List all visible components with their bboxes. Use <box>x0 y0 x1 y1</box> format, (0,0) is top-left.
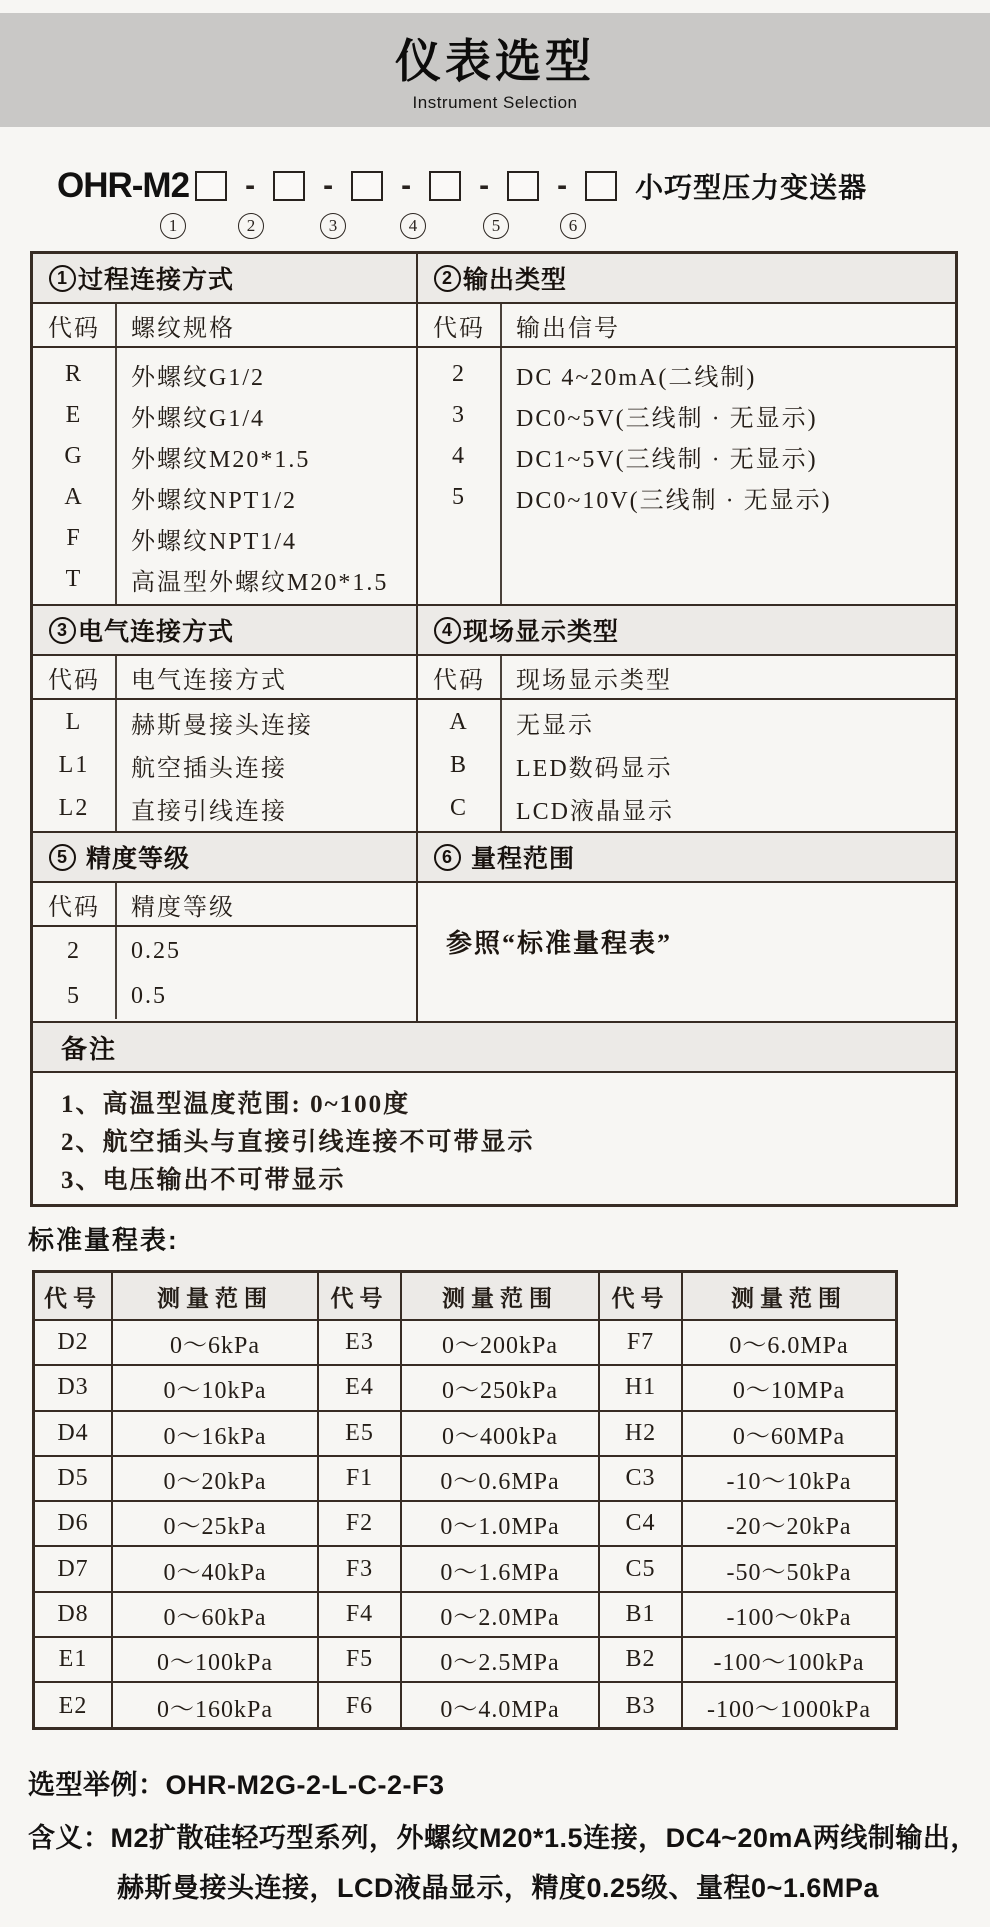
remark-note: 3、电压输出不可带显示 <box>61 1167 346 1194</box>
desc-cell: 0.25 <box>131 938 181 964</box>
circled-number-icon: 3 <box>49 617 76 644</box>
position-indicator-1: 1 <box>160 213 186 239</box>
table-row <box>33 929 416 974</box>
range-cell: -100～0kPa <box>683 1593 895 1638</box>
range-cell: C5 <box>600 1547 683 1592</box>
section-4-title: 现场显示类型 <box>463 618 620 646</box>
code-cell: 3 <box>452 402 466 428</box>
table-row <box>418 436 955 477</box>
range-cell: 0～10kPa <box>113 1366 319 1411</box>
range-cell: B3 <box>600 1683 683 1728</box>
desc-cell: LED数码显示 <box>516 756 673 782</box>
table-row <box>418 701 955 744</box>
range-cell: D4 <box>35 1412 113 1457</box>
section-6-title: 量程范围 <box>471 845 576 873</box>
section-2-title: 输出类型 <box>463 266 568 294</box>
desc-column-label: 电气连接方式 <box>131 667 287 694</box>
section-5-body <box>33 927 416 1019</box>
code-cell: E <box>65 402 83 428</box>
desc-cell: 外螺纹NPT1/2 <box>131 488 298 514</box>
remark-body <box>33 1073 955 1204</box>
selection-example-line <box>28 1763 445 1802</box>
remark-title: 备注 <box>61 1033 118 1064</box>
table-row <box>33 974 416 1019</box>
code-cell: C <box>449 795 468 821</box>
table-row <box>33 354 416 395</box>
remark-note: 2、航空插头与直接引线连接不可带显示 <box>61 1129 535 1156</box>
section-4-body <box>418 700 955 833</box>
model-dash: - <box>401 169 412 202</box>
circled-number-icon: 5 <box>49 844 76 871</box>
table-row <box>33 395 416 436</box>
range-header-cell: 代号 <box>319 1273 402 1321</box>
range-cell: 0～1.6MPa <box>402 1547 600 1592</box>
range-cell: F3 <box>319 1547 402 1592</box>
range-header-cell: 代号 <box>35 1273 113 1321</box>
range-table <box>32 1270 898 1730</box>
desc-cell: 外螺纹G1/2 <box>131 365 265 391</box>
code-cell: T <box>65 566 83 592</box>
range-cell: -50～50kPa <box>683 1547 895 1592</box>
code-cell: A <box>64 484 84 510</box>
range-cell: F6 <box>319 1683 402 1728</box>
table-row <box>33 744 416 787</box>
model-box-4 <box>429 171 461 201</box>
range-cell: 0～250kPa <box>402 1366 600 1411</box>
section-3-title: 电气连接方式 <box>78 618 235 646</box>
range-cell: 0～100kPa <box>113 1638 319 1683</box>
range-cell: -10～10kPa <box>683 1457 895 1502</box>
model-box-3 <box>351 171 383 201</box>
section-5-column-head <box>33 883 416 927</box>
example-label: 选型举例： <box>28 1770 166 1800</box>
desc-cell: 航空插头连接 <box>131 756 287 782</box>
table-row <box>418 477 955 518</box>
code-cell: F <box>66 525 82 551</box>
range-cell: F7 <box>600 1321 683 1366</box>
desc-cell: 外螺纹M20*1.5 <box>131 447 311 473</box>
range-reference-note: 参照“标准量程表” <box>446 929 673 958</box>
section-2-column-head <box>418 304 955 348</box>
desc-cell: 无显示 <box>516 713 594 739</box>
table-row <box>418 354 955 395</box>
position-indicator-2: 2 <box>238 213 264 239</box>
code-cell: A <box>449 709 469 735</box>
range-cell: 0～20kPa <box>113 1457 319 1502</box>
range-cell: H2 <box>600 1412 683 1457</box>
code-column-label: 代码 <box>48 667 100 694</box>
section-4-header <box>418 606 955 656</box>
range-cell: D7 <box>35 1547 113 1592</box>
range-cell: B1 <box>600 1593 683 1638</box>
code-cell: L <box>65 709 83 735</box>
range-cell: 0～200kPa <box>402 1321 600 1366</box>
example-value: OHR-M2G-2-L-C-2-F3 <box>165 1770 445 1800</box>
desc-cell: 外螺纹G1/4 <box>131 406 265 432</box>
code-cell: 5 <box>452 484 466 510</box>
range-header-cell: 测量范围 <box>683 1273 895 1321</box>
range-cell: 0～400kPa <box>402 1412 600 1457</box>
range-cell: 0～6.0MPa <box>683 1321 895 1366</box>
position-indicator-3: 3 <box>320 213 346 239</box>
code-cell: 5 <box>67 983 81 1009</box>
model-dash: - <box>479 169 490 202</box>
range-cell: 0～60MPa <box>683 1412 895 1457</box>
position-indicator-6: 6 <box>560 213 586 239</box>
code-cell: 2 <box>67 938 81 964</box>
section-2-body <box>418 348 955 606</box>
range-cell: C3 <box>600 1457 683 1502</box>
page-subtitle: Instrument Selection <box>412 93 578 112</box>
section-1-header <box>33 254 418 304</box>
circled-number-icon: 6 <box>434 844 461 871</box>
section-6-body <box>418 883 955 1023</box>
table-row <box>33 701 416 744</box>
range-cell: 0～2.5MPa <box>402 1638 600 1683</box>
range-cell: E1 <box>35 1638 113 1683</box>
page-title: 仪表选型 <box>395 35 595 87</box>
range-cell: C4 <box>600 1502 683 1547</box>
model-dash: - <box>245 169 256 202</box>
range-cell: 0～10MPa <box>683 1366 895 1411</box>
desc-cell: 外螺纹NPT1/4 <box>131 529 298 555</box>
range-cell: 0～16kPa <box>113 1412 319 1457</box>
code-column-label: 代码 <box>48 315 100 342</box>
model-prefix: OHR-M2 <box>57 166 190 205</box>
table-row <box>418 395 955 436</box>
code-column-label: 代码 <box>48 894 100 921</box>
range-cell: 0～6kPa <box>113 1321 319 1366</box>
code-cell: L2 <box>58 795 90 821</box>
circled-number-icon: 1 <box>49 265 76 292</box>
range-cell: 0～40kPa <box>113 1547 319 1592</box>
section-4-column-head <box>418 656 955 700</box>
code-cell: L1 <box>58 752 90 778</box>
header-band <box>0 13 990 127</box>
model-code-row <box>57 163 867 209</box>
table-row <box>33 787 416 830</box>
model-dash: - <box>323 169 334 202</box>
range-cell: 0～4.0MPa <box>402 1683 600 1728</box>
selection-table <box>30 251 958 1207</box>
range-cell: -20～20kPa <box>683 1502 895 1547</box>
range-cell: F4 <box>319 1593 402 1638</box>
range-header-cell: 测量范围 <box>402 1273 600 1321</box>
range-cell: H1 <box>600 1366 683 1411</box>
position-indicator-5: 5 <box>483 213 509 239</box>
model-suffix: 小巧型压力变送器 <box>635 172 868 203</box>
meaning-line-1 <box>28 1816 978 1855</box>
range-cell: E4 <box>319 1366 402 1411</box>
remark-note: 1、高温型温度范围: 0~100度 <box>61 1091 411 1118</box>
table-row <box>33 477 416 518</box>
range-header-cell: 测量范围 <box>113 1273 319 1321</box>
model-box-2 <box>273 171 305 201</box>
model-box-1 <box>195 171 227 201</box>
code-cell: 4 <box>452 443 466 469</box>
circled-number-icon: 2 <box>434 265 461 292</box>
section-1-body <box>33 348 418 606</box>
code-column-label: 代码 <box>433 667 485 694</box>
desc-cell: LCD液晶显示 <box>516 799 674 825</box>
desc-cell: 高温型外螺纹M20*1.5 <box>131 570 389 596</box>
range-cell: F1 <box>319 1457 402 1502</box>
table-row <box>418 787 955 830</box>
section-5-title: 精度等级 <box>86 845 191 873</box>
desc-cell: 直接引线连接 <box>131 799 287 825</box>
range-cell: F2 <box>319 1502 402 1547</box>
desc-column-label: 现场显示类型 <box>516 667 672 694</box>
section-1-column-head <box>33 304 418 348</box>
range-cell: D8 <box>35 1593 113 1638</box>
model-box-5 <box>507 171 539 201</box>
range-cell: 0～2.0MPa <box>402 1593 600 1638</box>
code-cell: R <box>64 361 83 387</box>
position-indicator-row <box>0 213 990 241</box>
range-cell: D2 <box>35 1321 113 1366</box>
meaning-label: 含义： <box>28 1823 111 1853</box>
desc-column-label: 输出信号 <box>516 315 620 342</box>
meaning-text-1: M2扩散硅轻巧型系列，外螺纹M20*1.5连接，DC4~20mA两线制输出， <box>110 1823 978 1853</box>
desc-cell: DC 4~20mA(二线制) <box>516 365 757 391</box>
table-row <box>33 518 416 559</box>
section-5-header <box>33 833 418 883</box>
code-cell: G <box>64 443 84 469</box>
section-6-header <box>418 833 955 883</box>
range-cell: B2 <box>600 1638 683 1683</box>
desc-cell: DC0~5V(三线制 · 无显示) <box>516 406 818 432</box>
desc-cell: 赫斯曼接头连接 <box>131 713 313 739</box>
circled-number-icon: 4 <box>434 617 461 644</box>
range-cell: 0～60kPa <box>113 1593 319 1638</box>
range-cell: D5 <box>35 1457 113 1502</box>
section-3-header <box>33 606 418 656</box>
table-row <box>33 559 416 600</box>
range-cell: 0～1.0MPa <box>402 1502 600 1547</box>
model-dash: - <box>557 169 568 202</box>
range-cell: F5 <box>319 1638 402 1683</box>
code-cell: B <box>449 752 468 778</box>
position-indicator-4: 4 <box>400 213 426 239</box>
remark-header <box>33 1023 955 1073</box>
desc-cell: DC1~5V(三线制 · 无显示) <box>516 447 818 473</box>
range-table-label: 标准量程表: <box>28 1225 179 1255</box>
code-cell: 2 <box>452 361 466 387</box>
range-cell: E2 <box>35 1683 113 1728</box>
model-box-6 <box>585 171 617 201</box>
section-2-header <box>418 254 955 304</box>
range-cell: 0～0.6MPa <box>402 1457 600 1502</box>
range-cell: 0～25kPa <box>113 1502 319 1547</box>
section-3-body <box>33 700 418 833</box>
range-cell: E5 <box>319 1412 402 1457</box>
range-cell: -100～100kPa <box>683 1638 895 1683</box>
range-header-cell: 代号 <box>600 1273 683 1321</box>
meaning-text-2: 赫斯曼接头连接，LCD液晶显示，精度0.25级、量程0~1.6MPa <box>117 1873 879 1903</box>
meaning-line-2 <box>117 1866 879 1905</box>
desc-cell: 0.5 <box>131 983 167 1009</box>
range-cell: 0～160kPa <box>113 1683 319 1728</box>
table-row <box>33 436 416 477</box>
range-cell: D3 <box>35 1366 113 1411</box>
desc-cell: DC0~10V(三线制 · 无显示) <box>516 488 832 514</box>
range-cell: D6 <box>35 1502 113 1547</box>
section-5-block <box>33 883 418 1023</box>
table-row <box>418 744 955 787</box>
range-cell: E3 <box>319 1321 402 1366</box>
desc-column-label: 精度等级 <box>131 894 235 921</box>
section-3-column-head <box>33 656 418 700</box>
code-column-label: 代码 <box>433 315 485 342</box>
section-1-title: 过程连接方式 <box>78 266 235 294</box>
range-cell: -100～1000kPa <box>707 1696 871 1723</box>
desc-column-label: 螺纹规格 <box>131 315 235 342</box>
